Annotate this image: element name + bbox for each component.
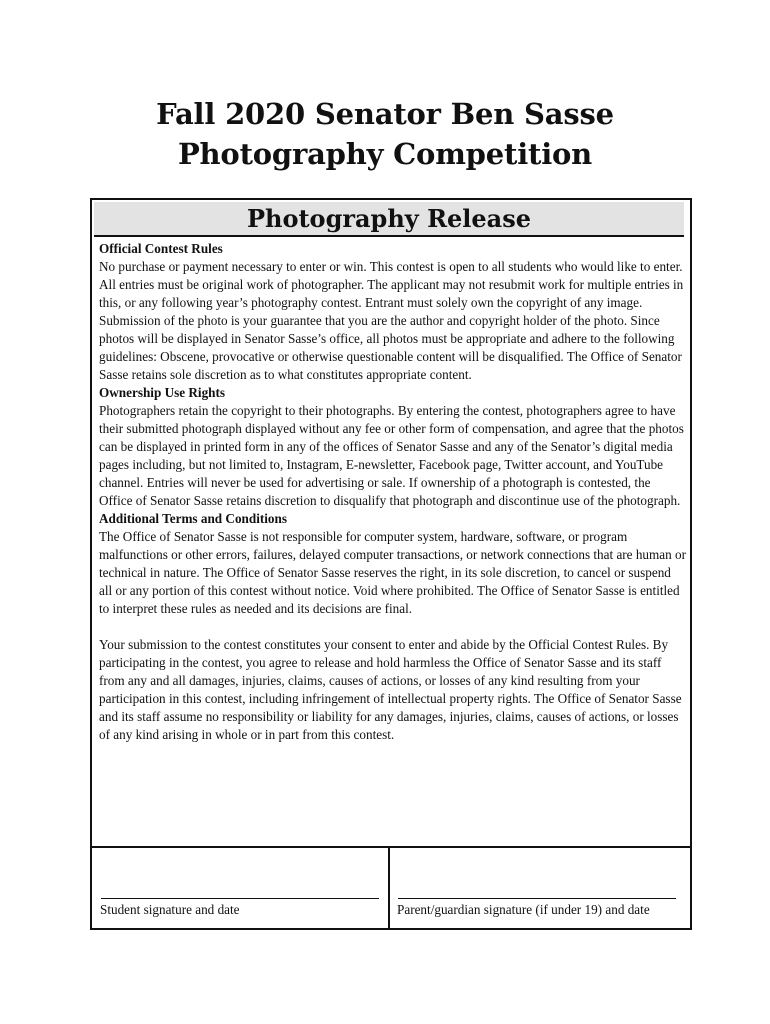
official-rules-body: No purchase or payment necessary to enter or win. This contest is open to all students who would like to enter. All entries must be original work of photographer. The applicant may not resubmit work for multiple entries in this, or any following year’s photography contest. Entrant must solely own the copyright of any image. Submission of the photo is your guarantee that you are the author and copyright holder of the photo. Since photos will be displayed in Senator Sasse’s office, all photos must be appropriate and adhere to the following guidelines: Obscene, provocative or otherwise questionable content will be disqualified. The Office of Senator Sasse retains sole discretion as to what constitutes appropriate content. <box>99 259 684 382</box>
document-title <box>0 94 770 174</box>
signature-column-divider <box>388 846 390 928</box>
paragraph-gap <box>99 618 687 636</box>
contest-rules <box>99 240 687 744</box>
title-line-1: Fall 2020 Senator Ben Sasse <box>156 97 614 131</box>
additional-terms-body: The Office of Senator Sasse is not responsible for computer system, hardware, software, or program malfunctions or other errors, failures, delayed computer transactions, or network connections that are human or technical in nature. The Office of Senator Sasse reserves the right, in its sole discretion, to cancel or suspend all or any portion of this contest without notice. Void where prohibited. The Office of Senator Sasse is entitled to interpret these rules as needed and its decisions are final. <box>99 529 687 616</box>
student-signature-label: Student signature and date <box>100 902 240 917</box>
parent-signature-line[interactable] <box>398 898 676 899</box>
parent-signature-label: Parent/guardian signature (if under 19) and date <box>397 902 650 917</box>
official-rules-heading: Official Contest Rules <box>99 241 223 256</box>
student-signature-line[interactable] <box>101 898 379 899</box>
signature-section-divider <box>92 846 690 848</box>
release-header: Photography Release <box>94 202 684 237</box>
additional-terms-heading: Additional Terms and Conditions <box>99 511 287 526</box>
consent-paragraph: Your submission to the contest constitutes your consent to enter and abide by the Official Contest Rules. By participating in the contest, you agree to release and hold harmless the Office of Senator Sasse and its staff from any and all damages, injuries, claims, causes of actions, or losses of any kind resulting from your participation in this contest, including infringement of intellectual property rights. The Office of Senator Sasse and its staff assume no responsibility or liability for any damages, injuries, claims, causes of actions, or losses of any kind arising in whole or in part from this contest. <box>99 637 682 742</box>
release-form <box>90 198 692 930</box>
ownership-body: Photographers retain the copyright to their photographs. By entering the contest, photographers agree to have their submitted photograph displayed without any fee or other form of compensation, and agree that the photos can be displayed in printed form in any of the offices of Senator Sasse and any of the Senator’s digital media pages including, but not limited to, Instagram, E-newsletter, Facebook page, Twitter account, and YouTube channel. Entries will never be used for advertising or sale. If ownership of a photograph is contested, the Office of Senator Sasse retains discretion to disqualify that photograph and discontinue use of the photograph. <box>99 403 684 508</box>
ownership-heading: Ownership Use Rights <box>99 385 226 400</box>
title-line-2: Photography Competition <box>177 137 593 171</box>
